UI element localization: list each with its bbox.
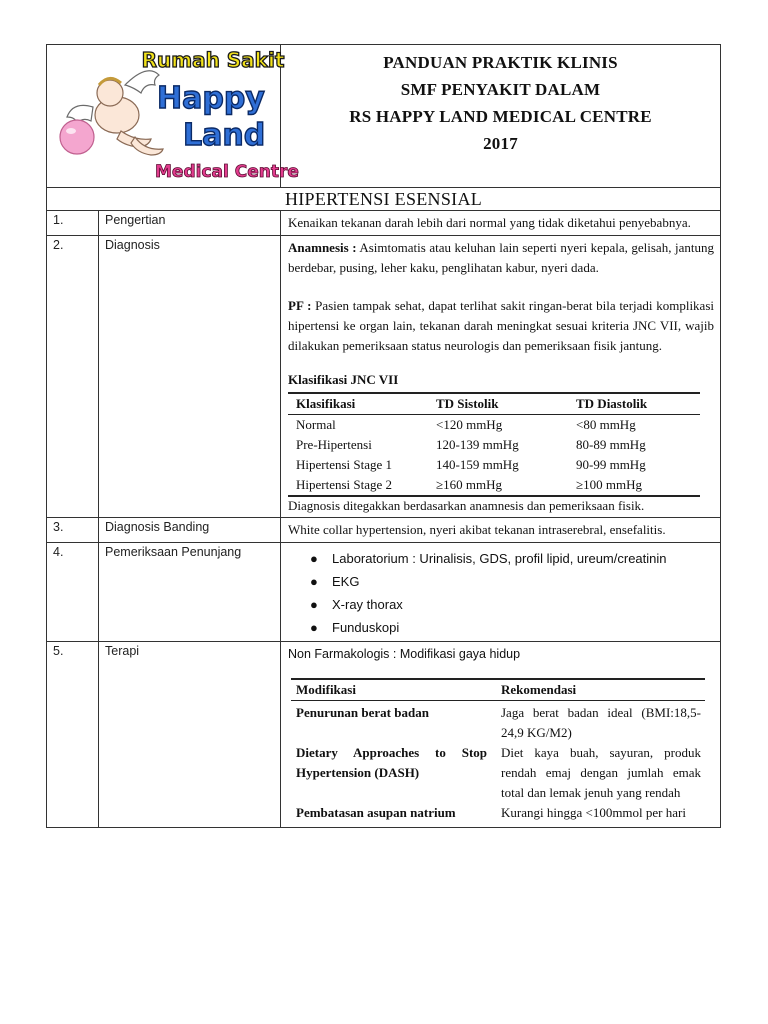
row-content (281, 211, 721, 236)
row-content (281, 518, 721, 543)
list-item (288, 547, 714, 570)
list-item-text: X-ray thorax (332, 597, 403, 612)
modifikasi-header (291, 680, 705, 701)
modifikasi-row (291, 703, 705, 743)
hospital-logo-cell (47, 45, 299, 188)
row-number: 1. (47, 211, 99, 236)
klasifikasi-cell: 120-139 mmHg (436, 437, 519, 452)
hospital-logo (55, 45, 299, 187)
row-label: Pemeriksaan Penunjang (99, 543, 281, 642)
list-item-text: Laboratorium : Urinalisis, GDS, profil lipid, ureum/creatinin (332, 551, 667, 566)
pengertian-text: Kenaikan tekanan darah lebih dari normal yang tidak diketahui penyebabnya. (288, 215, 691, 230)
klasifikasi-cell: <80 mmHg (576, 417, 636, 432)
title-line-4: 2017 (483, 134, 518, 153)
modifikasi-header-cell: Rekomendasi (501, 682, 577, 697)
list-item (288, 570, 714, 593)
klasifikasi-cell: Hipertensi Stage 2 (296, 477, 393, 492)
bullet-icon: ● (310, 551, 318, 566)
row-number: 2. (47, 236, 99, 518)
klasifikasi-cell: Hipertensi Stage 1 (296, 457, 393, 472)
modifikasi-cell: Kurangi hingga <100mmol per hari (501, 805, 686, 820)
penunjang-list (288, 547, 714, 639)
klasifikasi-title: Klasifikasi JNC VII (288, 372, 399, 387)
bullet-icon: ● (310, 620, 318, 635)
anamnesis-text: Asimtomatis atau keluhan lain seperti nyeri kepala, gelisah, jantung berdebar, pusing, leher kaku, penglihatan kabur, nyeri dada. (288, 240, 714, 275)
modifikasi-cell: Jaga berat badan ideal (BMI:18,5-24,9 KG/M2) (501, 705, 701, 740)
klasifikasi-row (288, 415, 700, 435)
topic-row (47, 188, 721, 211)
list-item-text: Funduskopi (332, 620, 400, 635)
header-row (47, 45, 721, 188)
row-label: Diagnosis (99, 236, 281, 518)
pf-paragraph (288, 296, 714, 356)
title-line-1: PANDUAN PRAKTIK KLINIS (383, 53, 618, 72)
klasifikasi-cell: Normal (296, 417, 336, 432)
klasifikasi-row (288, 435, 700, 455)
row-number: 3. (47, 518, 99, 543)
logo-line-1: Rumah Sakit (141, 48, 285, 72)
banding-text: White collar hypertension, nyeri akibat tekanan intraserebral, ensefalitis. (288, 522, 666, 537)
klasifikasi-header-cell: TD Diastolik (576, 396, 648, 411)
list-item (288, 593, 714, 616)
document-title-block (281, 45, 721, 188)
row-label: Terapi (99, 642, 281, 828)
anamnesis-label: Anamnesis : (288, 240, 357, 255)
list-item-text: EKG (332, 574, 360, 589)
klasifikasi-row (288, 475, 700, 495)
row-content (281, 642, 721, 828)
row-label: Diagnosis Banding (99, 518, 281, 543)
row-content (281, 236, 721, 518)
terapi-intro: Non Farmakologis : Modifikasi gaya hidup (288, 647, 521, 661)
svg-text:Land: Land (183, 118, 266, 153)
row-number: 4. (47, 543, 99, 642)
guideline-table (46, 44, 721, 828)
bullet-icon: ● (310, 574, 318, 589)
title-line-3: RS HAPPY LAND MEDICAL CENTRE (349, 107, 652, 126)
klasifikasi-cell: 140-159 mmHg (436, 457, 519, 472)
modifikasi-header-cell: Modifikasi (296, 682, 356, 697)
pf-label: PF : (288, 298, 312, 313)
row-diagnosis (47, 236, 721, 518)
anamnesis-paragraph (288, 238, 714, 278)
row-number: 5. (47, 642, 99, 828)
row-pemeriksaan-penunjang (47, 543, 721, 642)
topic-title: HIPERTENSI ESENSIAL (47, 188, 721, 211)
klasifikasi-table (288, 392, 700, 497)
clinical-guideline-document (46, 44, 720, 828)
modifikasi-cell: Dietary Approaches to Stop Hypertension (DASH) (296, 745, 487, 780)
modifikasi-row (291, 803, 705, 823)
row-terapi (47, 642, 721, 828)
klasifikasi-cell: 80-89 mmHg (576, 437, 646, 452)
row-diagnosis-banding (47, 518, 721, 543)
row-label: Pengertian (99, 211, 281, 236)
klasifikasi-cell: Pre-Hipertensi (296, 437, 372, 452)
modifikasi-row (291, 743, 705, 803)
logo-line-3: Medical Centre (155, 162, 299, 182)
bullet-icon: ● (310, 597, 318, 612)
title-line-2: SMF PENYAKIT DALAM (400, 80, 601, 99)
klasifikasi-cell: ≥160 mmHg (436, 477, 502, 492)
klasifikasi-cell: <120 mmHg (436, 417, 503, 432)
list-item (288, 616, 714, 639)
klasifikasi-row (288, 455, 700, 475)
modifikasi-cell: Pembatasan asupan natrium (296, 805, 456, 820)
klasifikasi-header-cell: TD Sistolik (436, 396, 499, 411)
klasifikasi-cell: ≥100 mmHg (576, 477, 642, 492)
modifikasi-cell: Penurunan berat badan (296, 705, 429, 720)
diagnosis-note: Diagnosis ditegakkan berdasarkan anamnesis dan pemeriksaan fisik. (288, 498, 645, 513)
klasifikasi-header-cell: Klasifikasi (296, 396, 356, 411)
modifikasi-cell: Diet kaya buah, sayuran, produk rendah emaj dengan jumlah emak total dan lemak jenuh yang rendah (501, 745, 701, 800)
klasifikasi-header (288, 394, 700, 415)
klasifikasi-cell: 90-99 mmHg (576, 457, 646, 472)
svg-text:Happy: Happy (157, 81, 265, 116)
row-content (281, 543, 721, 642)
row-pengertian (47, 211, 721, 236)
pf-text: Pasien tampak sehat, dapat terlihat sakit ringan-berat bila terjadi komplikasi hipertensi ke organ lain, tekanan darah meningkat sesuai kriteria JNC VII, wajib dilakukan pemeriksaan status neurologis dan pemeriksaan fisik jantung. (288, 298, 714, 353)
modifikasi-table (291, 678, 705, 823)
